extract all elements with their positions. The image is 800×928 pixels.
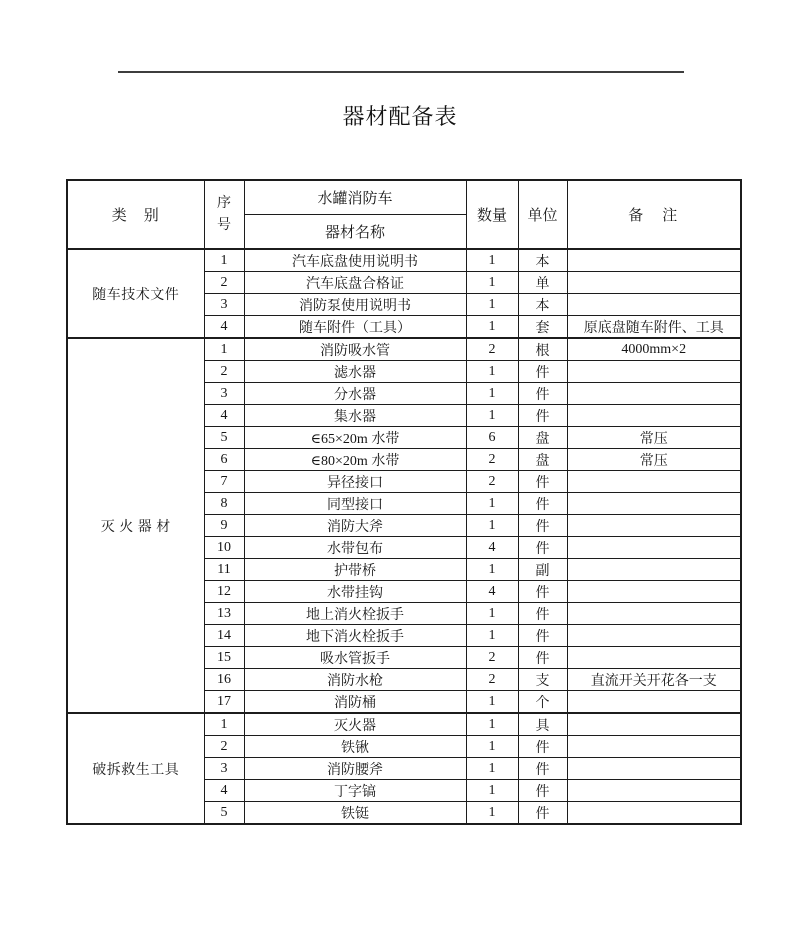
serial-cell: 7 (204, 471, 244, 493)
serial-cell: 2 (204, 272, 244, 294)
unit-cell: 具 (518, 713, 567, 736)
header-category: 类 别 (67, 180, 204, 249)
quantity-cell: 1 (466, 559, 518, 581)
header-unit: 单位 (518, 180, 567, 249)
quantity-cell: 1 (466, 603, 518, 625)
equipment-name-cell: 铁锹 (244, 736, 466, 758)
header-vehicle-type: 水罐消防车 (244, 180, 466, 215)
quantity-cell: 2 (466, 471, 518, 493)
remark-cell (567, 581, 741, 603)
remark-cell (567, 713, 741, 736)
equipment-name-cell: 消防桶 (244, 691, 466, 714)
header-remarks: 备 注 (567, 180, 741, 249)
equipment-name-cell: ∈65×20m 水带 (244, 427, 466, 449)
unit-cell: 件 (518, 603, 567, 625)
serial-cell: 1 (204, 338, 244, 361)
quantity-cell: 2 (466, 449, 518, 471)
equipment-name-cell: 汽车底盘合格证 (244, 272, 466, 294)
remark-cell (567, 515, 741, 537)
equipment-name-cell: 水带挂钩 (244, 581, 466, 603)
category-cell: 破拆救生工具 (67, 713, 204, 824)
unit-cell: 件 (518, 647, 567, 669)
remark-cell (567, 647, 741, 669)
serial-cell: 16 (204, 669, 244, 691)
serial-cell: 11 (204, 559, 244, 581)
quantity-cell: 1 (466, 493, 518, 515)
table-row (67, 338, 741, 361)
category-cell: 随车技术文件 (67, 249, 204, 338)
quantity-cell: 1 (466, 294, 518, 316)
serial-cell: 3 (204, 758, 244, 780)
remark-cell (567, 537, 741, 559)
remark-cell: 4000mm×2 (567, 338, 741, 361)
serial-cell: 4 (204, 780, 244, 802)
header-quantity: 数量 (466, 180, 518, 249)
remark-cell (567, 603, 741, 625)
unit-cell: 件 (518, 581, 567, 603)
quantity-cell: 4 (466, 537, 518, 559)
quantity-cell: 2 (466, 338, 518, 361)
unit-cell: 支 (518, 669, 567, 691)
remark-cell (567, 758, 741, 780)
category-cell: 灭 火 器 材 (67, 338, 204, 713)
unit-cell: 本 (518, 294, 567, 316)
table-body (67, 249, 741, 824)
equipment-name-cell: 地上消火栓扳手 (244, 603, 466, 625)
serial-cell: 3 (204, 294, 244, 316)
remark-cell (567, 802, 741, 825)
serial-cell: 4 (204, 405, 244, 427)
quantity-cell: 1 (466, 515, 518, 537)
equipment-name-cell: 吸水管扳手 (244, 647, 466, 669)
quantity-cell: 1 (466, 713, 518, 736)
unit-cell: 副 (518, 559, 567, 581)
header-equipment-name: 器材名称 (244, 215, 466, 250)
serial-cell: 2 (204, 736, 244, 758)
quantity-cell: 2 (466, 647, 518, 669)
quantity-cell: 1 (466, 625, 518, 647)
unit-cell: 根 (518, 338, 567, 361)
equipment-name-cell: 汽车底盘使用说明书 (244, 249, 466, 272)
serial-cell: 8 (204, 493, 244, 515)
serial-cell: 12 (204, 581, 244, 603)
remark-cell (567, 493, 741, 515)
remark-cell (567, 625, 741, 647)
serial-cell: 1 (204, 713, 244, 736)
remark-cell (567, 559, 741, 581)
serial-cell: 5 (204, 802, 244, 825)
remark-cell: 常压 (567, 427, 741, 449)
quantity-cell: 1 (466, 758, 518, 780)
header-serial-number (204, 180, 244, 249)
remark-cell (567, 471, 741, 493)
unit-cell: 件 (518, 780, 567, 802)
remark-cell: 原底盘随车附件、工具 (567, 316, 741, 339)
remark-cell (567, 405, 741, 427)
unit-cell: 本 (518, 249, 567, 272)
unit-cell: 件 (518, 802, 567, 825)
remark-cell: 常压 (567, 449, 741, 471)
remark-cell (567, 691, 741, 714)
serial-cell: 10 (204, 537, 244, 559)
remark-cell (567, 272, 741, 294)
equipment-name-cell: 灭火器 (244, 713, 466, 736)
equipment-name-cell: 地下消火栓扳手 (244, 625, 466, 647)
table-row (67, 713, 741, 736)
quantity-cell: 1 (466, 736, 518, 758)
serial-cell: 4 (204, 316, 244, 339)
equipment-name-cell: 消防大斧 (244, 515, 466, 537)
unit-cell: 件 (518, 515, 567, 537)
equipment-name-cell: 分水器 (244, 383, 466, 405)
unit-cell: 件 (518, 736, 567, 758)
equipment-name-cell: 水带包布 (244, 537, 466, 559)
quantity-cell: 1 (466, 316, 518, 339)
unit-cell: 件 (518, 493, 567, 515)
equipment-name-cell: ∈80×20m 水带 (244, 449, 466, 471)
equipment-name-cell: 同型接口 (244, 493, 466, 515)
unit-cell: 盘 (518, 427, 567, 449)
remark-cell (567, 249, 741, 272)
serial-cell: 3 (204, 383, 244, 405)
equipment-name-cell: 消防腰斧 (244, 758, 466, 780)
serial-cell: 1 (204, 249, 244, 272)
quantity-cell: 6 (466, 427, 518, 449)
quantity-cell: 1 (466, 802, 518, 825)
unit-cell: 件 (518, 537, 567, 559)
table-row (67, 249, 741, 272)
quantity-cell: 1 (466, 272, 518, 294)
unit-cell: 件 (518, 361, 567, 383)
unit-cell: 个 (518, 691, 567, 714)
remark-cell (567, 736, 741, 758)
quantity-cell: 1 (466, 249, 518, 272)
remark-cell (567, 361, 741, 383)
serial-cell: 17 (204, 691, 244, 714)
unit-cell: 件 (518, 625, 567, 647)
unit-cell: 单 (518, 272, 567, 294)
unit-cell: 件 (518, 405, 567, 427)
quantity-cell: 4 (466, 581, 518, 603)
remark-cell (567, 383, 741, 405)
serial-cell: 6 (204, 449, 244, 471)
serial-cell: 2 (204, 361, 244, 383)
remark-cell (567, 294, 741, 316)
remark-cell (567, 780, 741, 802)
unit-cell: 件 (518, 471, 567, 493)
quantity-cell: 1 (466, 780, 518, 802)
header-serial-number-label: 序号 (217, 195, 231, 233)
equipment-name-cell: 丁字镐 (244, 780, 466, 802)
unit-cell: 盘 (518, 449, 567, 471)
equipment-name-cell: 滤水器 (244, 361, 466, 383)
quantity-cell: 1 (466, 361, 518, 383)
equipment-name-cell: 护带桥 (244, 559, 466, 581)
equipment-name-cell: 消防水枪 (244, 669, 466, 691)
unit-cell: 件 (518, 758, 567, 780)
serial-cell: 5 (204, 427, 244, 449)
equipment-name-cell: 随车附件（工具） (244, 316, 466, 339)
quantity-cell: 1 (466, 405, 518, 427)
remark-cell: 直流开关开花各一支 (567, 669, 741, 691)
equipment-name-cell: 铁铤 (244, 802, 466, 825)
serial-cell: 15 (204, 647, 244, 669)
equipment-name-cell: 消防吸水管 (244, 338, 466, 361)
unit-cell: 套 (518, 316, 567, 339)
equipment-table (66, 179, 742, 825)
equipment-name-cell: 集水器 (244, 405, 466, 427)
equipment-name-cell: 消防泵使用说明书 (244, 294, 466, 316)
page-title: 器材配备表 (342, 104, 458, 129)
quantity-cell: 2 (466, 669, 518, 691)
unit-cell: 件 (518, 383, 567, 405)
quantity-cell: 1 (466, 691, 518, 714)
equipment-name-cell: 异径接口 (244, 471, 466, 493)
quantity-cell: 1 (466, 383, 518, 405)
table-header-row (67, 180, 741, 215)
serial-cell: 9 (204, 515, 244, 537)
serial-cell: 14 (204, 625, 244, 647)
serial-cell: 13 (204, 603, 244, 625)
header-rule (118, 71, 684, 73)
